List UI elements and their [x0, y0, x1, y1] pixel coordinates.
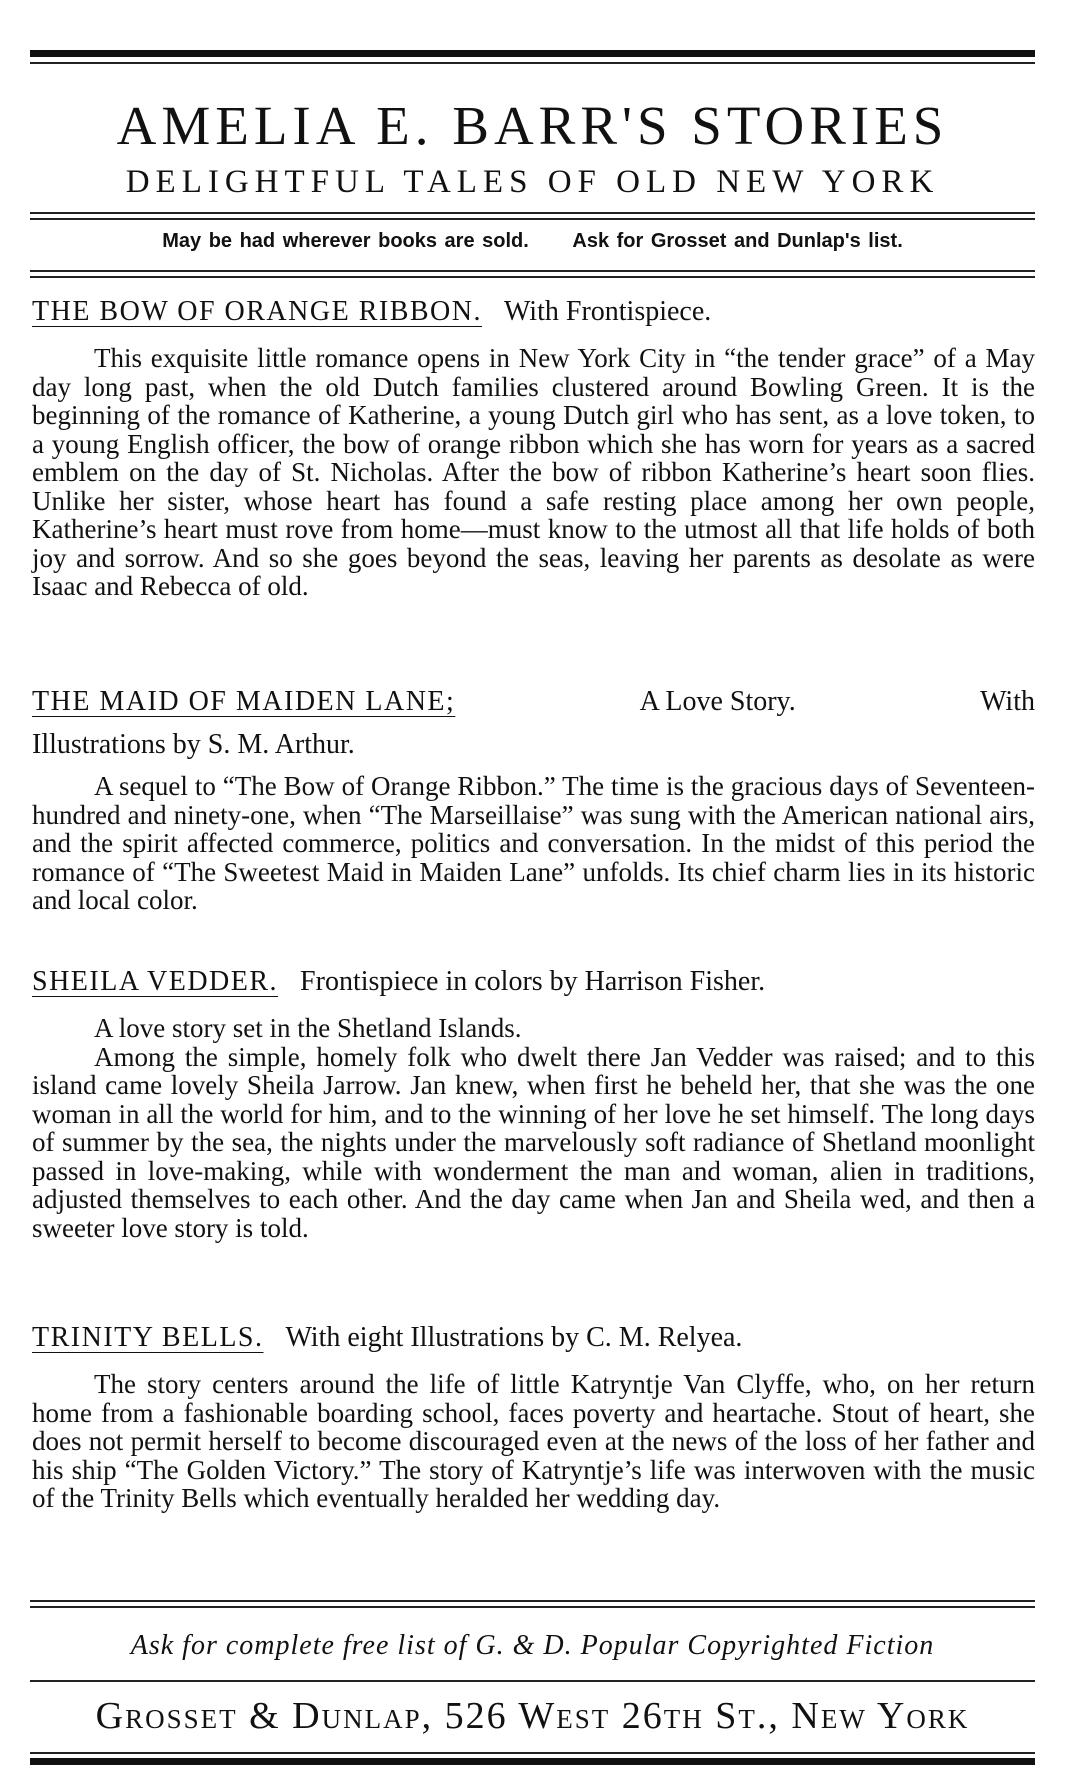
header-rule-upper [30, 212, 1035, 214]
book-illustrator-line: Illustrations by S. M. Arthur. [32, 729, 355, 760]
publisher-imprint: Grosset & Dunlap, 526 West 26th St., New York [95, 1695, 970, 1737]
book-heading [32, 966, 765, 998]
book-heading [32, 296, 711, 328]
book-note: With eight Illustrations by C. M. Relyea. [285, 1322, 743, 1353]
bottom-heavy-rule [30, 1758, 1035, 1765]
availability-notice [30, 230, 1035, 253]
notice-rule-lower [30, 276, 1035, 278]
book-title: SHEILA VEDDER. [32, 966, 279, 997]
book-title: THE BOW OF ORANGE RIBBON. [32, 296, 482, 327]
book-title: TRINITY BELLS. [32, 1322, 264, 1353]
description-paragraph: Among the simple, homely folk who dwelt there Jan Vedder was raised; and to this island came lovely Sheila Jarrow. Jan knew, when first he beheld her, that she was the one woman in all the world for him, and to the winning of her love he set himself. The long days of summer by the sea, the nights under the marvelously soft radiance of Shetland moonlight passed in love-making, while with wonderment the man and woman, alien in traditions, adjusted themselves to each other. And the day came when Jan and Sheila wed, and then a sweeter love story is told. [32, 1041, 1035, 1243]
book-note: With Frontispiece. [504, 296, 712, 327]
book-description [32, 344, 1035, 601]
book-description [32, 1014, 1035, 1242]
description-paragraph: This exquisite little romance opens in New York City in “the tender grace” of a May day long past, when the old Dutch families clustered around Bowling Green. It is the beginning of the romance of Katherine, a young Dutch girl who has sent, as a love token, to a young English officer, the bow of orange ribbon which she has worn for years as a sacred emblem on the day of St. Nicholas. After the bow of ribbon Katherine’s heart soon flies. Unlike her sister, whose heart has found a safe resting place among her own people, Katherine’s heart must rove from home—must know to the utmost all that life holds of both joy and sorrow. And so she goes beyond the seas, leaving her parents as desolate as were Isaac and Rebecca of old. [32, 343, 1035, 601]
free-list-offer: Ask for complete free list of G. & D. Popular Copyrighted Fiction [130, 1630, 935, 1661]
top-heavy-rule [30, 50, 1035, 57]
book-note: A Love Story. [639, 686, 796, 717]
availability-notice-left: May be had wherever books are sold. [162, 230, 529, 252]
header-rule-lower [30, 218, 1035, 220]
book-description [32, 1370, 1035, 1513]
book-title: THE MAID OF MAIDEN LANE; [32, 686, 456, 717]
page-subtitle: DELIGHTFUL TALES OF OLD NEW YORK [125, 164, 940, 200]
imprint-rule [30, 1680, 1035, 1682]
page-title: AMELIA E. BARR'S STORIES [116, 95, 949, 156]
book-heading [32, 686, 1035, 718]
notice-rule-upper [30, 270, 1035, 272]
footer-rule-upper [30, 1600, 1035, 1602]
top-thin-rule [30, 62, 1035, 64]
availability-notice-right: Ask for Grosset and Dunlap's list. [572, 230, 903, 252]
book-note: Frontispiece in colors by Harrison Fisher. [300, 966, 766, 997]
description-paragraph: The story centers around the life of little Katryntje Van Clyffe, who, on her return home from a fashionable boarding school, faces poverty and heartache. Stout of heart, she does not permit herself to become discouraged even at the news of the loss of her father and his ship “The Golden Victory.” The story of Katryntje’s life was interwoven with the music of the Trinity Bells which eventually heralded her wedding day. [32, 1369, 1035, 1513]
description-paragraph: A love story set in the Shetland Islands. [94, 1013, 522, 1043]
description-paragraph: A sequel to “The Bow of Orange Ribbon.” The time is the gracious days of Seventeen-hundred and ninety-one, when “The Marseillaise” was sung with the American national airs, and the spirit affected commerce, politics and conversation. In the midst of this period the romance of “The Sweetest Maid in Maiden Lane” unfolds. Its chief charm lies in its historic and local color. [32, 771, 1035, 915]
footer-rule-lower [30, 1606, 1035, 1608]
book-description [32, 772, 1035, 915]
book-note-continued: With [980, 686, 1035, 717]
book-heading [32, 1322, 742, 1354]
bottom-thin-rule [30, 1752, 1035, 1754]
